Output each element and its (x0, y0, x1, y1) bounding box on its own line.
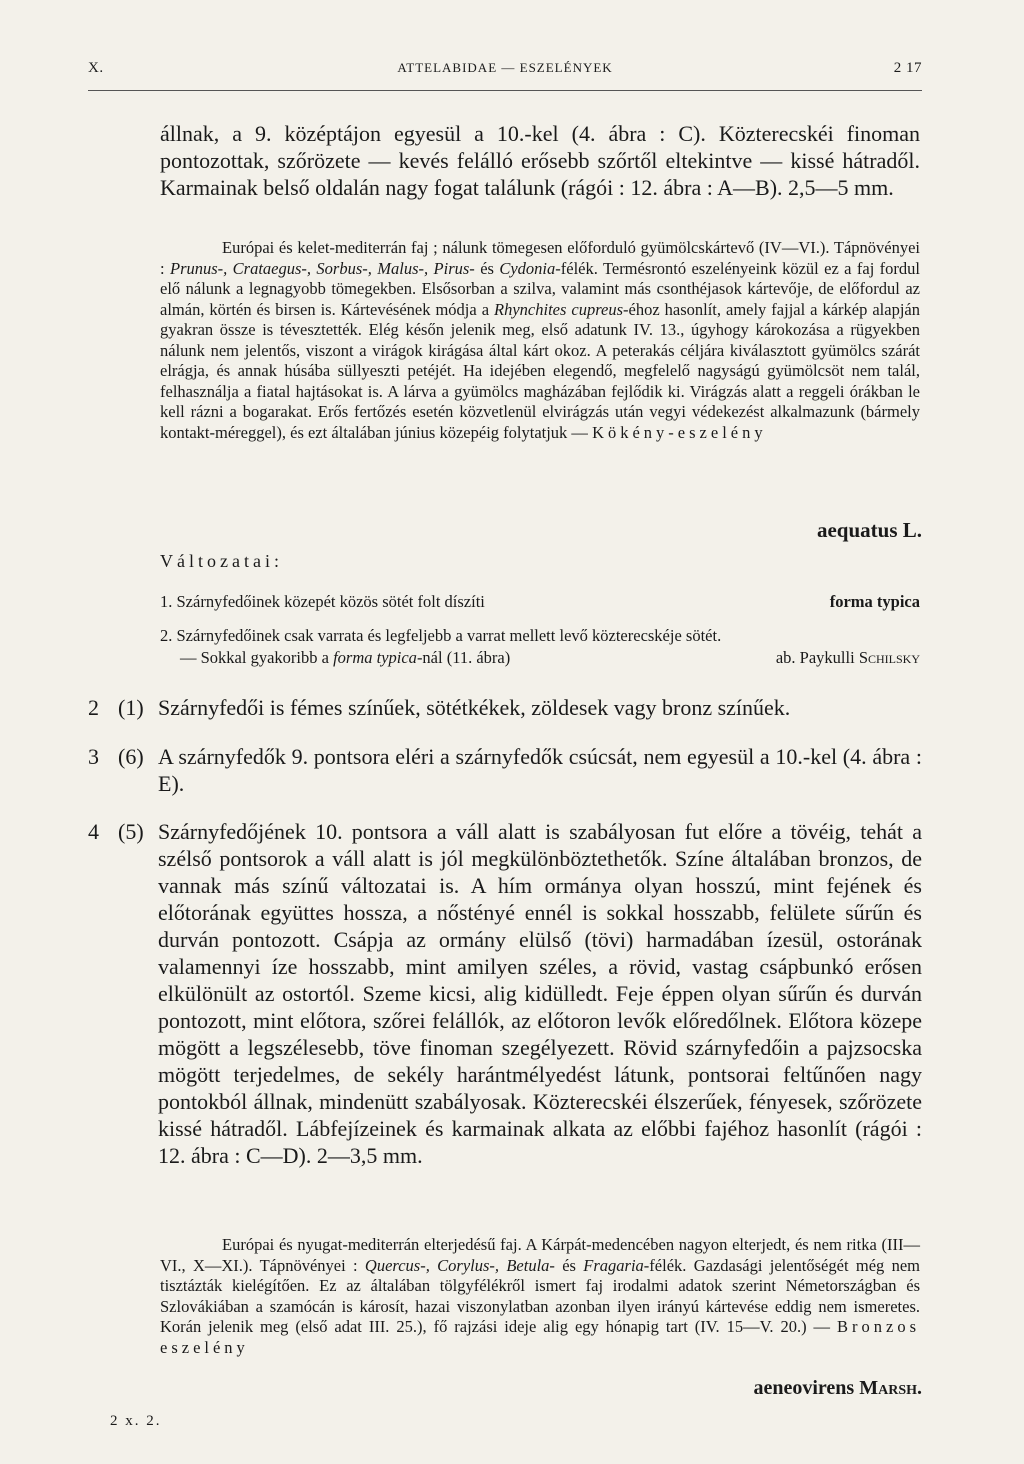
page-number: 2 17 (893, 60, 922, 76)
variant-name: ab. Paykulli Schilsky (775, 648, 920, 667)
species-name: aequatus L. (816, 518, 922, 542)
species-name: aeneovirens Marsh. (753, 1377, 922, 1399)
variant-item: 2. Szárnyfedőinek csak varrata és legfeljebb a varrat mellett levő közterecskéje sötét. (160, 626, 722, 645)
signature-mark: 2 x. 2. (110, 1413, 162, 1429)
variant-item: 1. Szárnyfedőinek közepét közös sötét folt díszíti forma typica (160, 592, 920, 611)
variant-name: forma typica (829, 592, 920, 611)
section-number: X. (88, 60, 104, 76)
running-header (88, 60, 922, 86)
variants-heading: Változatai: (160, 551, 283, 571)
header-rule (88, 90, 922, 91)
biology-paragraph: Európai és kelet-mediterrán faj ; nálunk tömegesen előforduló gyümölcskártevő (IV—VI.). Tápnövényei : Prunus-, Crataegus-, Sorbus-, Malus-, Pirus- és Cydonia-félék. Termésrontó eszelényeink közül ez a faj fordul elő nálunk a legnagyobb tömegekben. Elsősorban a szilva, valamint más csonthéjasok kártevője, de előfordul az almán, körtén és birsen is. Kártevésének módja a Rhynchites cupreus-éhoz hasonlít, amely fajjal a kárkép alapján gyakran össze is tévesztették. Elég későn jelenik meg, első adatunk IV. 13., úgyhogy károkozása a rügyekben nálunk nem jelentős, viszont a virágok kirágása által kárt okoz. A peterakás céljára kiválasztott gyümölcs szárát elrágja, és annak húsába süllyeszti petéjét. Ha idejében elegendő, megfelelő nagyságú gyümölcsöt nem talál, felhasználja a fiatal hajtásokat is. A lárva a gyümölcs magházában fejlődik ki. Virágzás alatt a reggeli órákban le kell rázni a bogarakat. Erős fertőzés esetén közvetlenül elvirágzás után vegyi védekezést alkalmazunk (bármely kontakt-méreggel), és ezt általában június közepéig folytatjuk — Kökény-eszelény (160, 238, 920, 442)
document-page: X. ATTELABIDAE — ESZELÉNYEK 2 17 állnak, a 9. középtájon egyesül a 10.-kel (4. ábra : C). Közterecskéi finoman pontozottak, szőrözete — kevés felálló erősebb szőrtől eltekintve — kissé hátradől. Karmainak belső oldalán nagy fogat találunk (rágói : 12. ábra : A—B). 2,5—5 mm. Európai és kelet-mediterrán faj ; nálunk tömegesen előforduló gyümölcskártevő (IV—VI.). Tápnövényei : Prunus-, Crataegus-, Sorbus-, Malus-, Pirus- és Cydonia-félék. Termésrontó eszelényeink közül ez a faj fordul elő nálunk a legnagyobb tömegekben. Elsősorban a szilva, valamint más csonthéjasok kártevője, de előfordul az almán, körtén és birsen is. Kártevésének módja a Rhynchites cupreus-éhoz hasonlít, amely fajjal a kárkép alapján gyakran össze is tévesztették. Elég későn jelenik meg, első adatunk IV. 13., úgyhogy károkozása a rügyekben nálunk nem jelentős, viszont a virágok kirágása által kárt okoz. A peterakás céljára kiválasztott gyümölcs szárát elrágja, és annak húsába süllyeszti petéjét. Ha idejében elegendő, megfelelő nagyságú gyümölcsöt nem talál, felhasználja a fiatal hajtásokat is. A lárva a gyümölcs magházában fejlődik ki. Virágzás alatt a reggeli órákban le kell rázni a bogarakat. Erős fertőzés esetén közvetlenül elvirágzás után vegyi védekezést alkalmazunk (bármely kontakt-méreggel), és ezt általában június közepéig folytatjuk — Kökény-eszelény aequatus L. Változatai: 1. Szárnyfedőinek közepét közös sötét folt díszíti forma typica 2. Szárnyfedőinek csak varrata és legfeljebb a varrat mellett levő közterecskéje sötét. — Sokkal gyakoribb a forma typica-nál (11. ábra) ab. Paykulli Schilsky 2 (1) Szárnyfedői is fémes színűek, sötétkékek, zöldesek vagy bronz színűek. 3 (6) A szárnyfedők 9. pontsora eléri a szárnyfedők csúcsát, nem egyesül a 10.-kel (4. ábra : E). 4 (5) Szárnyfedőjének 10. pontsora a váll alatt is szabályosan fut előre a tövéig, tehát a szélső pontsorok a váll alatt is jól megkülönböztethetők. Színe általában bronzos, de vannak más színű változatai is. A hím ormánya olyan hosszú, mint fejének és előtorának együttes hossza, a nőstényé ennél is sokkal hosszabb, felülete sűrűn és durván pontozott. Csápja az ormány elülső (tövi) harmadában ízesül, ostorának valamennyi íze hosszabb, mint amilyen széles, a rövid, vastag csápbunkó erősen elkülönült az ostortól. Szeme kicsi, alig kidülledt. Feje éppen olyan sűrűn és durván pontozott, mint előtora, szőrei felállók, az előtoron levők előredőlnek. Előtora közepe mögött a legszélesebb, töve finoman szegélyezett. Rövid szárnyfedőin a pajzsocska mögött terjedelmes, de sekély harántmélyedést látunk, pontsorai feltűnően nagy pontokból állnak, mindenütt szabályosak. Közterecskéi élszerűek, fényesek, szőrözete kissé hátradől. Lábfejízeinek és karmainak alkata az előbbi fajéhoz hasonlít (rágói : 12. ábra : C—D). 2—3,5 mm. Európai és nyugat-mediterrán elterjedésű faj. A Kárpát-medencében nagyon elterjedt, és nem ritka (III—VI., X—XI.). Tápnövényei : Quercus-, Corylus-, Betula- és Fragaria-félék. Gazdasági jelentőségét még nem tisztázták kielégítően. Ez az általában tölgyfélékről ismert faj irodalmi adatok szerint Németországban és Szlovákiában a szamócán is károsít, hazai viszonylatban azonban ilyen irányú kártevése eddig nem ismeretes. Korán jelenik meg (első adat III. 25.), fő rajzási ideje alig egy hónapig tart (IV. 15—V. 20.) — Bronzos eszelény aeneovirens Marsh. 2 x. 2. (88, 60, 922, 1429)
common-name: Bronzos eszelény (160, 1317, 920, 1357)
distribution-paragraph: Európai és nyugat-mediterrán elterjedésű faj. A Kárpát-medencében nagyon elterjedt, és nem ritka (III—VI., X—XI.). Tápnövényei : Quercus-, Corylus-, Betula- és Fragaria-félék. Gazdasági jelentőségét még nem tisztázták kielégítően. Ez az általában tölgyfélékről ismert faj irodalmi adatok szerint Németországban és Szlovákiában a szamócán is károsít, hazai viszonylatban azonban ilyen irányú kártevése eddig nem ismeretes. Korán jelenik meg (első adat III. 25.), fő rajzási ideje alig egy hónapig tart (IV. 15—V. 20.) — Bronzos eszelény (160, 1235, 920, 1357)
description-paragraph: állnak, a 9. középtájon egyesül a 10.-kel (4. ábra : C). Közterecskéi finoman pontozottak, szőrözete — kevés felálló erősebb szőrtől eltekintve — kissé hátradől. Karmainak belső oldalán nagy fogat találunk (rágói : 12. ábra : A—B). 2,5—5 mm. (160, 121, 920, 200)
header-title: ATTELABIDAE — ESZELÉNYEK (397, 60, 613, 75)
common-name: Kökény-eszelény (592, 422, 767, 442)
variant-item-continued: — Sokkal gyakoribb a forma typica-nál (11. ábra) ab. Paykulli Schilsky (180, 648, 920, 667)
